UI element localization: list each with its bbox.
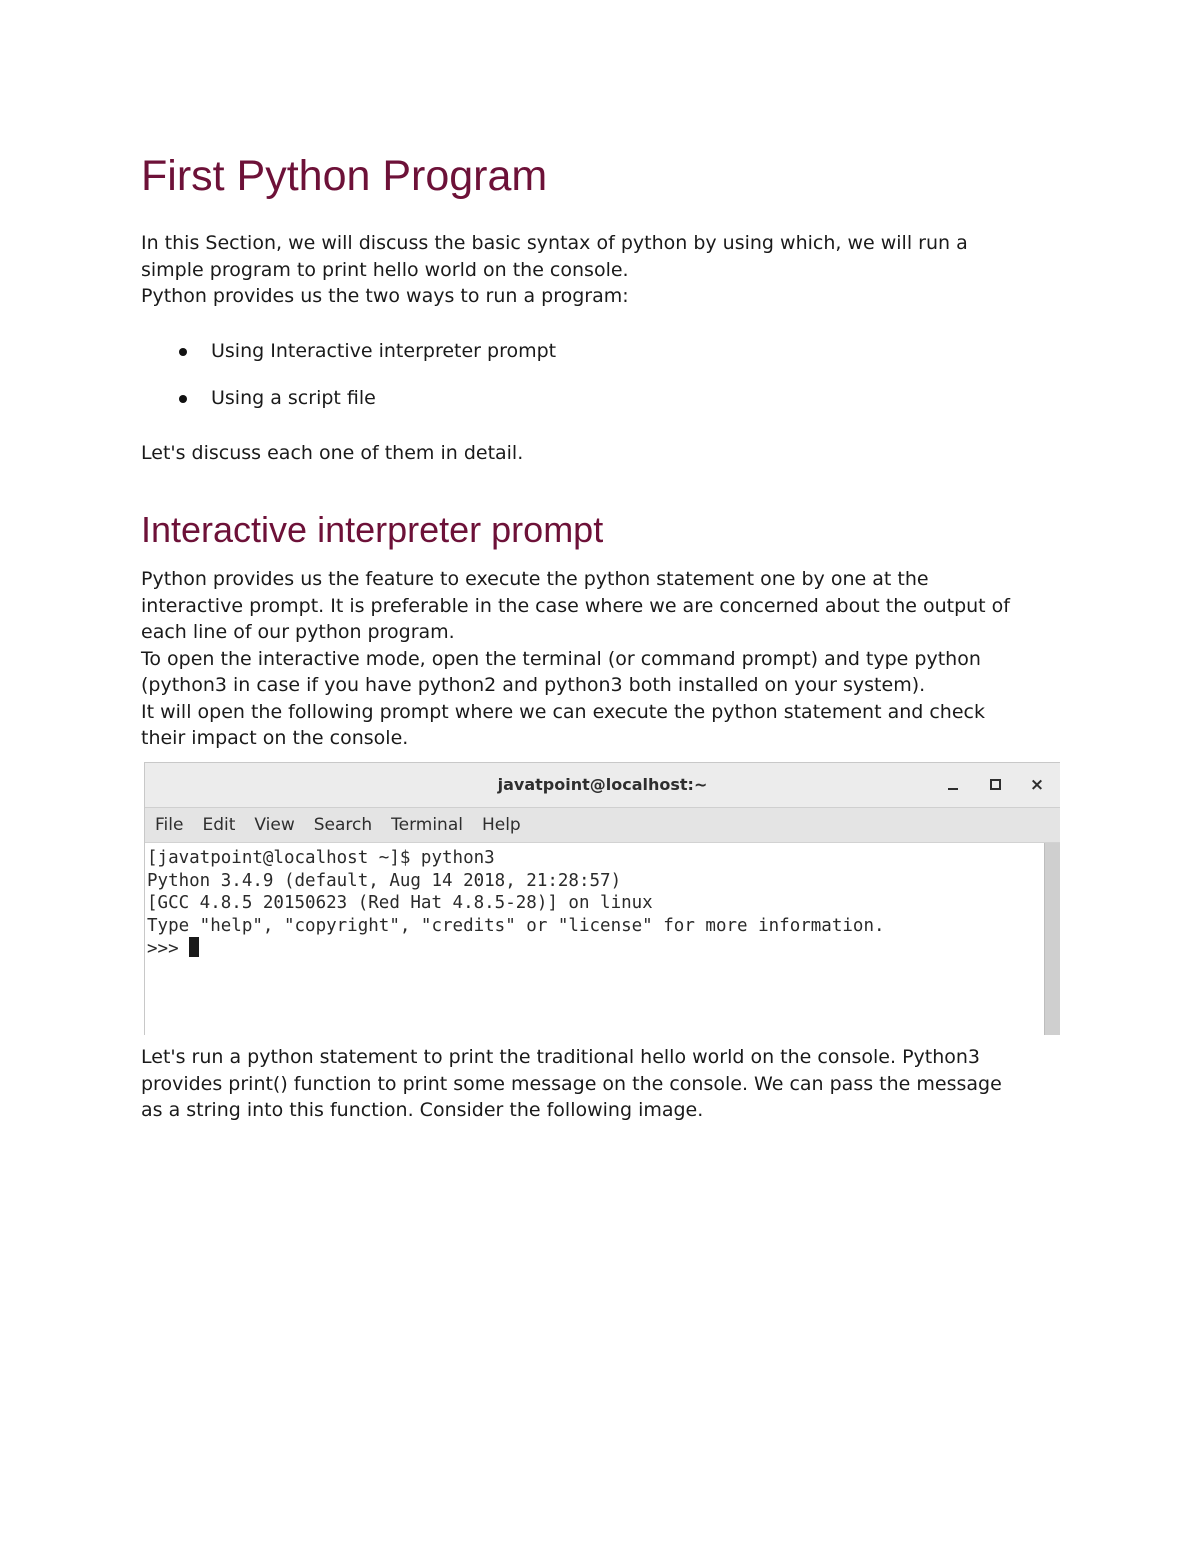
terminal-output[interactable] bbox=[145, 843, 1060, 960]
close-icon: × bbox=[1029, 775, 1045, 795]
menu-edit[interactable]: Edit bbox=[202, 815, 236, 835]
section-line: Python provides us the feature to execute the python statement one by one at the bbox=[141, 568, 929, 590]
terminal-prompt-line bbox=[147, 937, 1060, 960]
intro-paragraph bbox=[141, 230, 1061, 310]
section-line: It will open the following prompt where we can execute the python statement and check bbox=[141, 700, 985, 723]
minimize-icon bbox=[948, 788, 958, 790]
page-title: First Python Program bbox=[141, 152, 548, 200]
closing-line: Let's run a python statement to print the traditional hello world on the console. Python3 bbox=[141, 1046, 981, 1068]
closing-line: as a string into this function. Consider the following image. bbox=[141, 1099, 704, 1121]
menu-terminal[interactable]: Terminal bbox=[391, 815, 463, 835]
section-line: (python3 in case if you have python2 and python3 both installed on your system). bbox=[141, 674, 926, 696]
document-page bbox=[141, 150, 1061, 752]
terminal-prompt: >>> bbox=[147, 939, 190, 959]
section-line: To open the interactive mode, open the terminal (or command prompt) and type python bbox=[141, 647, 981, 670]
terminal-titlebar[interactable] bbox=[145, 763, 1060, 808]
terminal-scrollbar[interactable] bbox=[1044, 843, 1060, 1035]
terminal-title: javatpoint@localhost:~ bbox=[497, 775, 708, 794]
section-line: each line of our python program. bbox=[141, 621, 455, 643]
section-line: their impact on the console. bbox=[141, 727, 409, 749]
minimize-button[interactable] bbox=[941, 773, 965, 797]
detail-paragraph bbox=[141, 440, 1061, 467]
cursor-icon bbox=[189, 937, 199, 957]
menu-view[interactable]: View bbox=[254, 815, 295, 835]
close-button[interactable] bbox=[1025, 773, 1049, 797]
terminal-menubar bbox=[145, 808, 1060, 843]
closing-paragraph bbox=[141, 1044, 1061, 1124]
section-title: Interactive interpreter prompt bbox=[141, 509, 604, 550]
ways-list bbox=[141, 338, 1061, 411]
menu-help[interactable]: Help bbox=[481, 815, 521, 835]
section-line: interactive prompt. It is preferable in the case where we are concerned about the output of bbox=[141, 594, 1010, 617]
maximize-icon bbox=[990, 779, 1001, 790]
terminal-line: Python 3.4.9 (default, Aug 14 2018, 21:28:57) bbox=[147, 870, 622, 891]
detail-line: Let's discuss each one of them in detail. bbox=[141, 441, 524, 464]
terminal-line: [javatpoint@localhost ~]$ python3 bbox=[147, 848, 495, 868]
list-item-label: Using a script file bbox=[211, 386, 376, 409]
bullet-icon bbox=[179, 395, 187, 403]
section-paragraph bbox=[141, 566, 1061, 752]
terminal-line: Type "help", "copyright", "credits" or "license" for more information. bbox=[147, 915, 885, 936]
list-item-label: Using Interactive interpreter prompt bbox=[211, 339, 557, 362]
terminal-window bbox=[144, 762, 1060, 1035]
intro-line: simple program to print hello world on the console. bbox=[141, 258, 629, 281]
menu-search[interactable]: Search bbox=[313, 815, 373, 835]
bullet-icon bbox=[179, 348, 187, 356]
terminal-line: [GCC 4.8.5 20150623 (Red Hat 4.8.5-28)] on linux bbox=[147, 893, 653, 913]
maximize-button[interactable] bbox=[983, 773, 1007, 797]
closing-section bbox=[141, 1044, 1061, 1124]
intro-line: Python provides us the two ways to run a program: bbox=[141, 285, 629, 307]
closing-line: provides print() function to print some message on the console. We can pass the message bbox=[141, 1072, 1002, 1095]
menu-file[interactable]: File bbox=[155, 815, 184, 835]
list-item bbox=[141, 385, 1061, 411]
intro-line: In this Section, we will discuss the basic syntax of python by using which, we will run a bbox=[141, 232, 968, 254]
list-item bbox=[141, 338, 1061, 364]
